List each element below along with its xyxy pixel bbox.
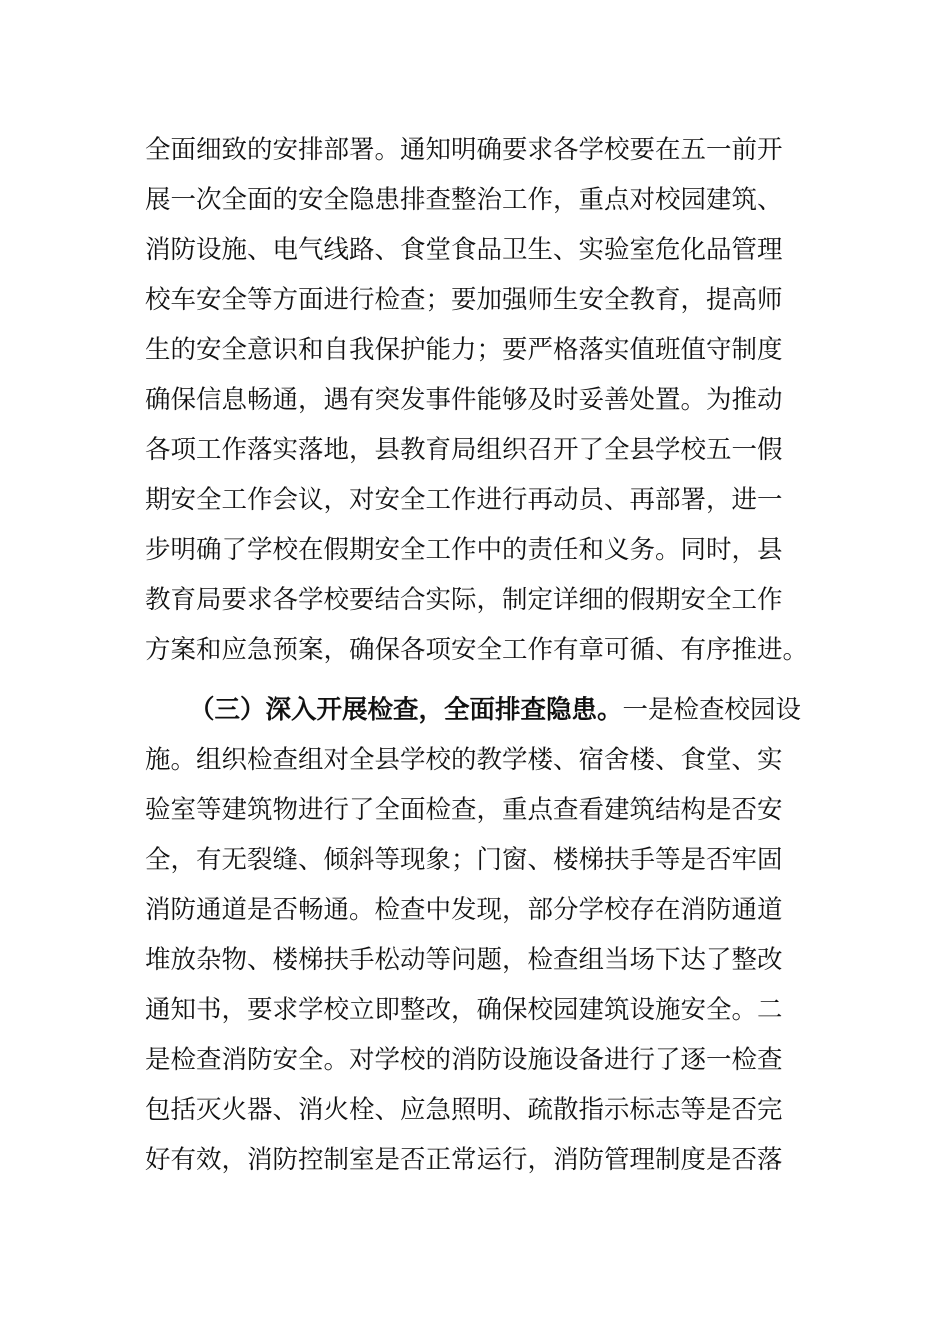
paragraph-line: 全面细致的安排部署。通知明确要求各学校要在五一前开 — [145, 135, 783, 165]
paragraph-line: 期安全工作会议，对安全工作进行再动员、再部署，进一 — [145, 485, 783, 515]
paragraph-line: 包括灭火器、消火栓、应急照明、疏散指示标志等是否完 — [145, 1095, 783, 1125]
paragraph-line: 堆放杂物、楼梯扶手松动等问题，检查组当场下达了整改 — [145, 945, 783, 975]
paragraph-line: 教育局要求各学校要结合实际，制定详细的假期安全工作 — [145, 585, 783, 615]
paragraph-first-line — [189, 692, 801, 728]
paragraph-line: 验室等建筑物进行了全面检查，重点查看建筑结构是否安 — [145, 795, 783, 825]
paragraph-line: 校车安全等方面进行检查；要加强师生安全教育，提高师 — [145, 285, 783, 315]
paragraph-line: 施。组织检查组对全县学校的教学楼、宿舍楼、食堂、实 — [145, 745, 783, 775]
section-heading: （三）深入开展检查，全面排查隐患。 — [189, 695, 623, 725]
paragraph-text: 一是检查校园设 — [622, 695, 802, 725]
paragraph-line: 步明确了学校在假期安全工作中的责任和义务。同时，县 — [145, 535, 783, 565]
paragraph-line: 确保信息畅通，遇有突发事件能够及时妥善处置。为推动 — [145, 385, 783, 415]
paragraph-line: 方案和应急预案，确保各项安全工作有章可循、有序推进。 — [145, 635, 809, 665]
paragraph-line: 各项工作落实落地，县教育局组织召开了全县学校五一假 — [145, 435, 783, 465]
paragraph-line: 生的安全意识和自我保护能力；要严格落实值班值守制度 — [145, 335, 783, 365]
paragraph-line: 通知书，要求学校立即整改，确保校园建筑设施安全。二 — [145, 995, 783, 1025]
paragraph-line: 全，有无裂缝、倾斜等现象；门窗、楼梯扶手等是否牢固 — [145, 845, 783, 875]
paragraph-line: 消防通道是否畅通。检查中发现，部分学校存在消防通道 — [145, 895, 783, 925]
paragraph-line: 消防设施、电气线路、食堂食品卫生、实验室危化品管理 — [145, 235, 783, 265]
paragraph-line: 展一次全面的安全隐患排查整治工作，重点对校园建筑、 — [145, 185, 783, 215]
paragraph-line: 是检查消防安全。对学校的消防设施设备进行了逐一检查 — [145, 1045, 783, 1075]
paragraph-line: 好有效，消防控制室是否正常运行，消防管理制度是否落 — [145, 1145, 783, 1175]
